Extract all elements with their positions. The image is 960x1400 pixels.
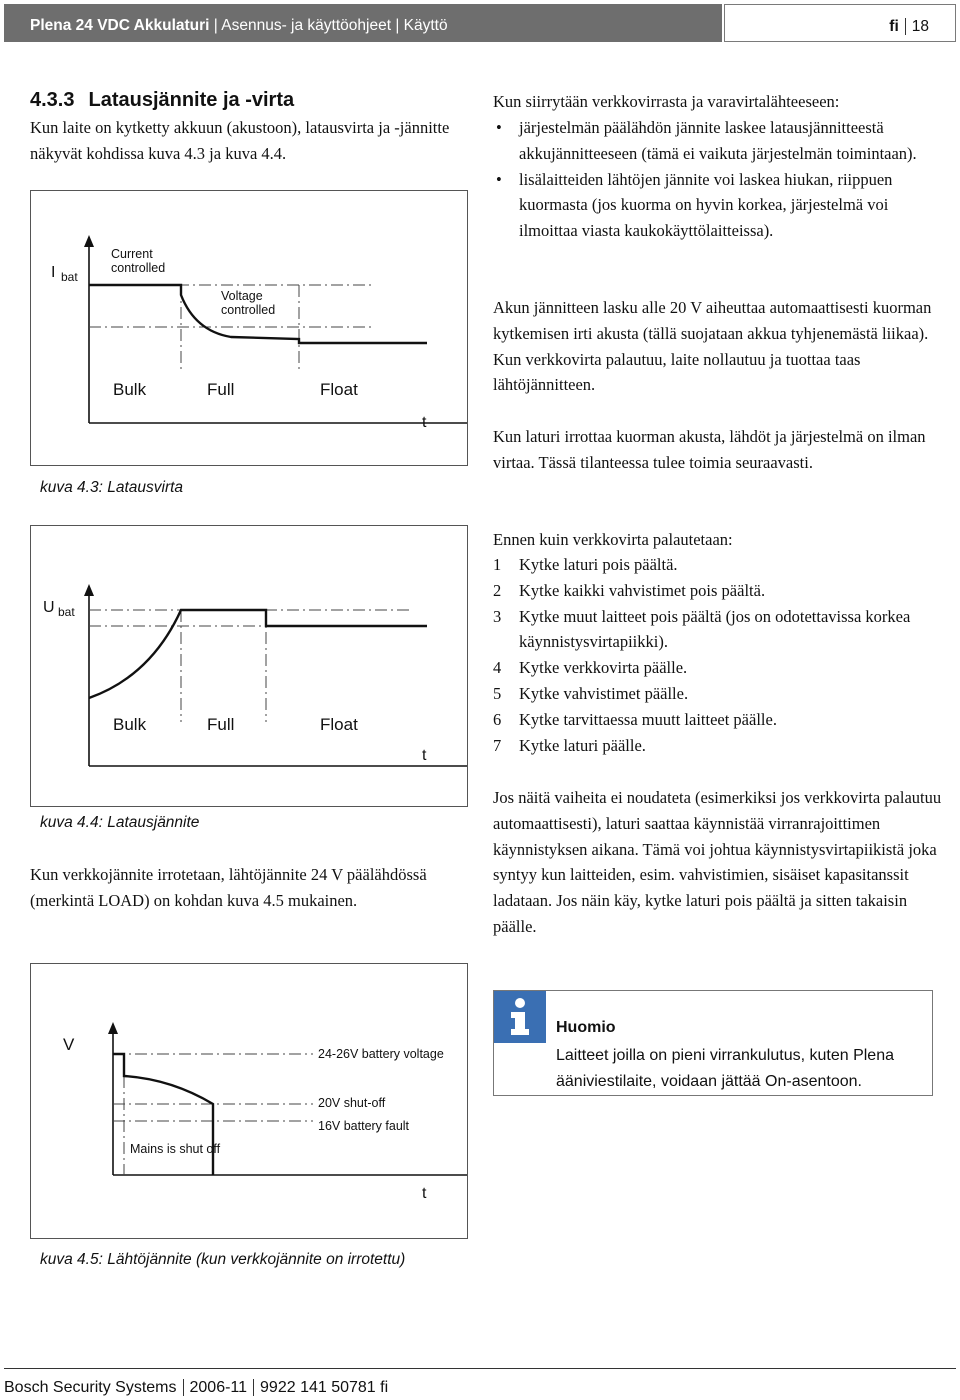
y-axis-label: I — [51, 264, 56, 281]
y-axis-sub: bat — [58, 605, 75, 619]
note-text: Laitteet joilla on pieni virrankulutus, kuten Plena ääniviestilaite, voidaan jättää On-asentoon. — [556, 1047, 894, 1090]
paragraph-steps-lead: Ennen kuin verkkovirta palautetaan: — [493, 530, 733, 549]
figure-4-4 — [30, 525, 468, 807]
header-page-box — [724, 4, 956, 42]
y-axis-label: U — [43, 599, 55, 616]
numbered-steps — [493, 552, 943, 758]
intro-paragraph: Kun laite on kytketty akkuun (akustoon), latausvirta ja -jännitte näkyvät kohdissa kuva 4.3 ja kuva 4.4. — [30, 118, 450, 163]
x-axis-label: t — [422, 1185, 427, 1202]
list-item: 1 Kytke laturi pois päältä. — [493, 555, 678, 574]
list-item: • järjestelmän päälähdön jännite laskee latausjännitteestä akkujännitteeseen (tämä ei vaikuta järjestelmän toimintaan). — [493, 115, 943, 167]
list-item: 6 Kytke tarvittaessa muutt laitteet päälle. — [493, 709, 777, 729]
label-16v: 16V battery fault — [318, 1119, 410, 1133]
label-20v: 20V shut-off — [318, 1096, 386, 1110]
header-title: Plena 24 VDC Akkulaturi | Asennus- ja käyttöohjeet | Käyttö — [30, 17, 448, 34]
note-title: Huomio — [556, 1019, 616, 1036]
y-axis-arrow — [108, 1022, 118, 1034]
section-heading: 4.3.3 Latausjännite ja -virta — [30, 89, 295, 111]
output-voltage-curve — [113, 1054, 213, 1175]
label-24-26v: 24-26V battery voltage — [318, 1047, 444, 1061]
paragraph-mains-disconnected: Kun verkkojännite irrotetaan, lähtöjännite 24 V päälähdössä (merkintä LOAD) on kohdan kuva 4.5 mukainen. — [30, 865, 427, 910]
label-voltage-controlled: Voltage controlled — [221, 289, 276, 317]
list-item: 5 Kytke vahvistimet päälle. — [493, 683, 689, 703]
label-current-controlled: Current controlled — [111, 247, 166, 275]
bullet-list — [493, 115, 943, 244]
x-axis-label: t — [422, 747, 427, 764]
info-icon — [494, 991, 546, 1043]
footer: Bosch Security Systems 2006-11 9922 141 50781 fi — [4, 1379, 389, 1396]
footer-divider — [4, 1368, 956, 1369]
phase-float: Float — [320, 380, 358, 399]
paragraph-switchover-lead: Kun siirrytään verkkovirrasta ja varavirtalähteeseen: — [493, 92, 840, 111]
list-item: 4 Kytke verkkovirta päälle. — [493, 658, 688, 678]
caption-4-5: kuva 4.5: Lähtöjännite (kun verkkojännite on irrotettu) — [40, 1251, 406, 1268]
voltage-curve — [89, 610, 427, 698]
list-item: • lisälaitteiden lähtöjen jännite voi laskea hiukan, riippuen kuormasta (jos kuorma on hyvin korkea, järjestelmä voi ilmoittaa viasta kaukokäyttölaitteissa). — [493, 167, 943, 244]
y-axis-sub: bat — [61, 270, 78, 284]
paragraph-load-disconnected: Kun laturi irrottaa kuorman akusta, lähdöt ja järjestelmä on ilman virtaa. Tässä tilanteessa tulee toimia seuraavasti. — [493, 427, 926, 472]
paragraph-shutoff: Akun jännitteen lasku alle 20 V aiheuttaa automaattisesti kuorman kytkemisen irti akusta (tällä suojataan akkua tyhjenemästä liikaa). Kun verkkovirta palautuu, laite nollautuu ja tuottaa taas lähtöjännitteen. — [493, 298, 932, 395]
phase-bulk: Bulk — [113, 380, 147, 399]
page-number: fi 18 — [889, 18, 929, 35]
x-axis-label: t — [422, 414, 427, 431]
figure-4-3 — [30, 190, 468, 466]
figure-4-5 — [30, 963, 468, 1239]
caption-4-3: kuva 4.3: Latausvirta — [40, 479, 184, 496]
paragraph-inrush-warning: Jos näitä vaiheita ei noudateta (esimerkiksi jos verkkovirta palautuu automaattisesti), laturi saattaa käynnistää virranrajoittimen käynnistyksen aikana. Tämä voi johtua käynnistysvirtapiikistä joka syntyy kun laitteiden, esim. vahvistimien, sisäiset kapasitanssit ladataan. Jos näin käy, kytke laturi pois päältä ja sitten takaisin päälle. — [493, 788, 942, 936]
y-axis-label: V — [63, 1035, 75, 1054]
phase-full: Full — [207, 380, 235, 399]
label-mains-shut-off: Mains is shut off — [130, 1142, 221, 1156]
y-axis-arrow — [84, 584, 94, 596]
y-axis-arrow — [84, 235, 94, 247]
list-item: 2 Kytke kaikki vahvistimet pois päältä. — [493, 580, 766, 600]
phase-float: Float — [320, 715, 358, 734]
list-item: 7 Kytke laturi päälle. — [493, 735, 646, 755]
phase-bulk: Bulk — [113, 715, 147, 734]
list-item: 3 Kytke muut laitteet pois päältä (jos on odotettavissa korkea käynnistysvirtapiikki). — [493, 606, 911, 652]
header-bar — [4, 4, 722, 42]
caption-4-4: kuva 4.4: Latausjännite — [40, 814, 200, 831]
phase-full: Full — [207, 715, 235, 734]
note-box — [493, 990, 933, 1096]
